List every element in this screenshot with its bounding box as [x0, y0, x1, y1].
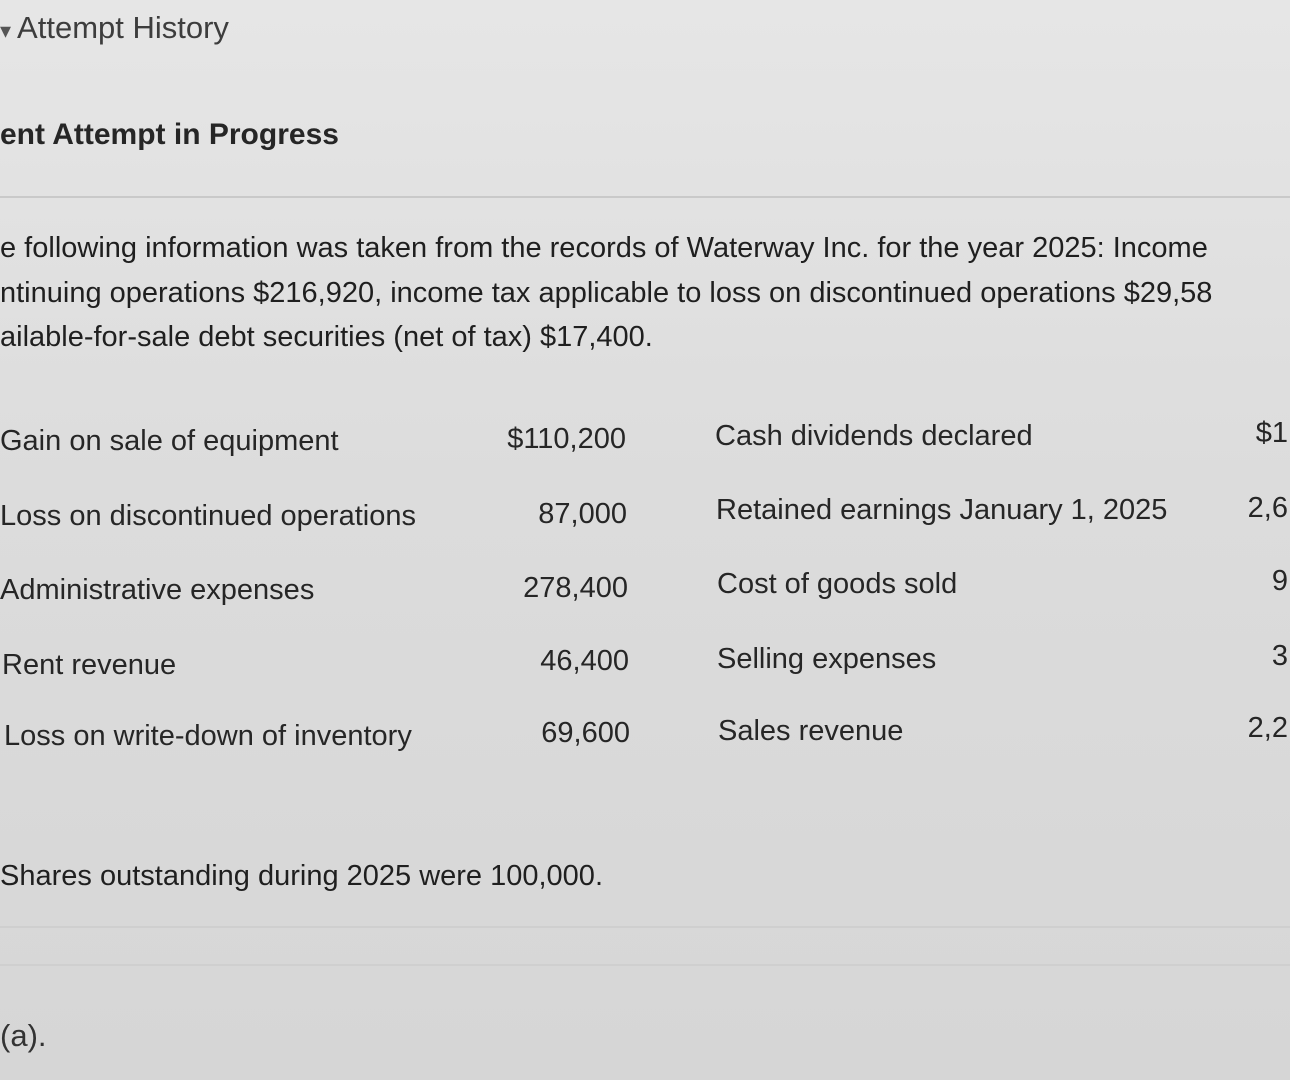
table-row-value: $110,200 [507, 423, 626, 455]
table-row-value: $1 [1255, 417, 1288, 449]
shares-outstanding-note: Shares outstanding during 2025 were 100,000. [0, 860, 603, 892]
table-row-value: 278,400 [523, 572, 628, 604]
table-row-value: 2,2 [1247, 712, 1288, 744]
table-row-label: Retained earnings January 1, 2025 [716, 494, 1168, 526]
table-row-label: Sales revenue [718, 715, 904, 747]
table-row-label: Loss on write-down of inventory [4, 720, 412, 752]
table-row-value: 46,400 [540, 645, 629, 677]
table-row-label: Gain on sale of equipment [0, 425, 339, 457]
table-row-label: Cost of goods sold [717, 568, 958, 600]
table-row-label: Rent revenue [2, 649, 177, 681]
attempt-history-link[interactable] [0, 10, 229, 46]
problem-text-line: e following information was taken from the records of Waterway Inc. for the year 2025: Income [0, 232, 1208, 264]
table-row-value: 9 [1271, 565, 1288, 597]
section-divider [0, 964, 1290, 966]
chevron-down-icon: ▾ [0, 18, 12, 43]
table-row-label: Administrative expenses [0, 574, 315, 606]
table-row-value: 69,600 [541, 717, 630, 749]
table-row-value: 2,6 [1247, 492, 1288, 524]
attempt-history-label: Attempt History [17, 10, 229, 45]
table-row-label: Selling expenses [717, 643, 937, 675]
attempt-status-heading: ent Attempt in Progress [0, 118, 339, 151]
table-row-label: Loss on discontinued operations [0, 500, 416, 532]
table-row-value: 3 [1271, 640, 1288, 672]
table-row-label: Cash dividends declared [715, 420, 1033, 452]
section-divider [0, 196, 1290, 198]
problem-text-line: ailable-for-sale debt securities (net of tax) $17,400. [0, 321, 653, 353]
section-divider [0, 926, 1290, 928]
problem-text-line: ntinuing operations $216,920, income tax applicable to loss on discontinued operations $29,58 [0, 277, 1213, 309]
table-row-value: 87,000 [538, 498, 627, 530]
part-a-label: (a). [0, 1018, 47, 1053]
